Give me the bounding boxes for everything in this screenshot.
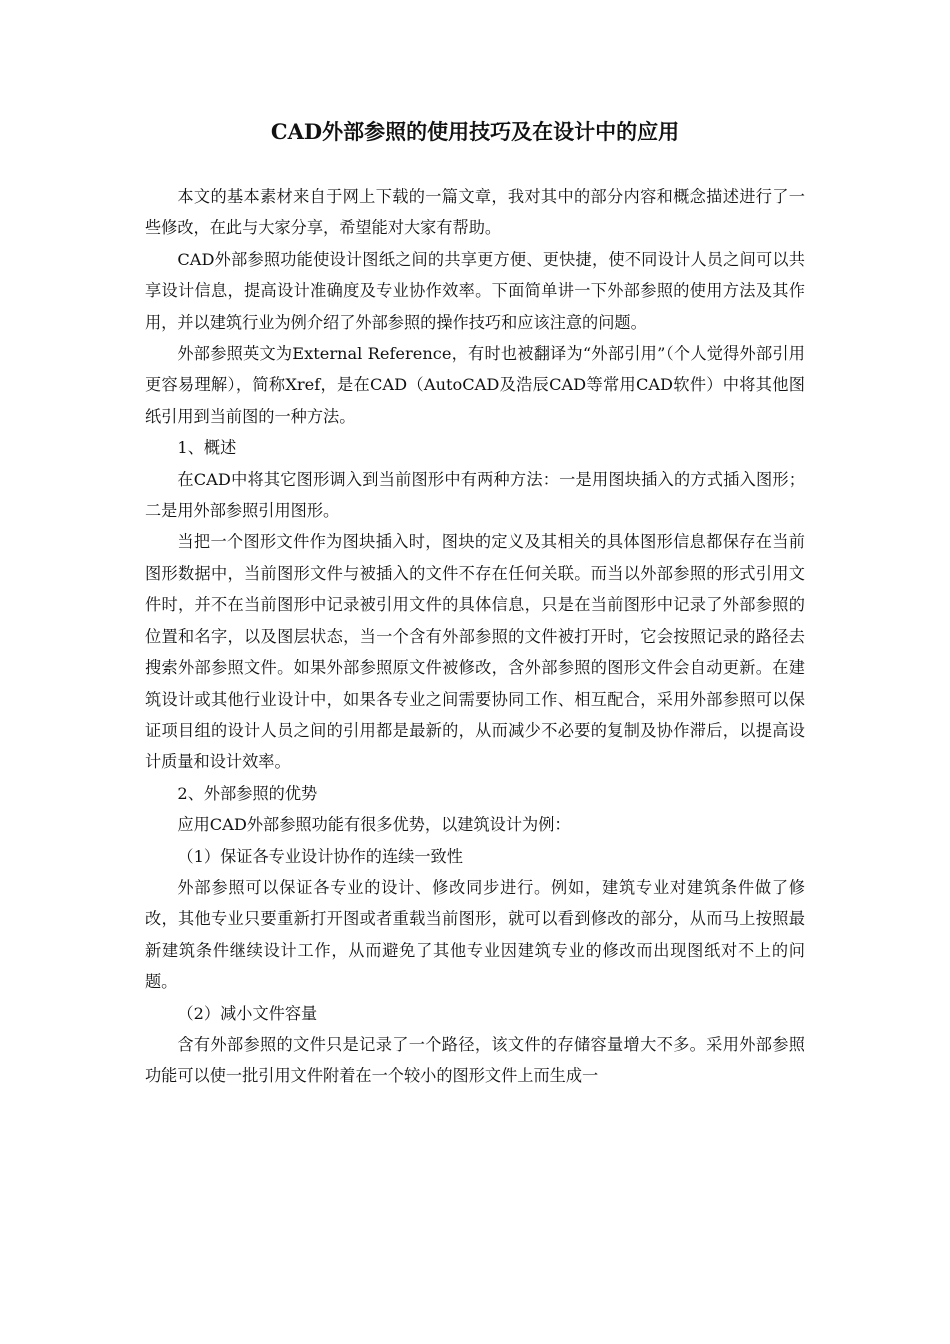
paragraph-file-size: 含有外部参照的文件只是记录了一个路径，该文件的存储容量增大不多。采用外部参照功能可以使一批引用文件附着在一个较小的图形文件上而生成一 bbox=[145, 1034, 805, 1086]
paragraph-block-vs-xref: 当把一个图形文件作为图块插入时，图块的定义及其相关的具体图形信息都保存在当前图形数据中，当前图形文件与被插入的文件不存在任何关联。而当以外部参照的形式引用文件时，并不在当前图形中记录被引用文件的具体信息，只是在当前图形中记录了外部参照的位置和名字，以及图层状态，当一个含有外部参照的文件被打开时，它会按照记录的路径去搜索外部参照文件。如果外部参照原文件被修改，含外部参照的图形文件会自动更新。在建筑设计或其他行业设计中，如果各专业之间需要协同工作、相互配合，采用外部参照可以保证项目组的设计人员之间的引用都是最新的，从而减少不必要的复制及协作滞后，以提高设计质量和设计效率。 bbox=[145, 532, 805, 772]
section-heading-overview: 1、概述 bbox=[177, 438, 237, 458]
paragraph-two-methods: 在CAD中将其它图形调入到当前图形中有两种方法：一是用图块插入的方式插入图形；二是用外部参照引用图形。 bbox=[145, 469, 805, 521]
subheading-file-size: （2）减小文件容量 bbox=[177, 1003, 318, 1023]
paragraph-intro: 本文的基本素材来自于网上下载的一篇文章，我对其中的部分内容和概念描述进行了一些修改，在此与大家分享，希望能对大家有帮助。 bbox=[145, 187, 805, 238]
document-body bbox=[145, 181, 805, 1092]
document-title: CAD外部参照的使用技巧及在设计中的应用 bbox=[270, 119, 680, 144]
paragraph-xref-function: CAD外部参照功能使设计图纸之间的共享更方便、更快捷，使不同设计人员之间可以共享设计信息，提高设计准确度及专业协作效率。下面简单讲一下外部参照的使用方法及其作用，并以建筑行业为例介绍了外部参照的操作技巧和应该注意的问题。 bbox=[145, 249, 805, 332]
paragraph-advantages-intro: 应用CAD外部参照功能有很多优势，以建筑设计为例： bbox=[177, 815, 571, 835]
paragraph-consistency: 外部参照可以保证各专业的设计、修改同步进行。例如，建筑专业对建筑条件做了修改，其他专业只要重新打开图或者重载当前图形，就可以看到修改的部分，从而马上按照最新建筑条件继续设计工作，从而避免了其他专业因建筑专业的修改而出现图纸对不上的问题。 bbox=[145, 877, 805, 992]
section-heading-advantages: 2、外部参照的优势 bbox=[177, 783, 318, 803]
paragraph-xref-definition: 外部参照英文为External Reference，有时也被翻译为“外部引用”（个人觉得外部引用更容易理解），简称Xref，是在CAD（AutoCAD及浩辰CAD等常用CAD软件）中将其他图纸引用到当前图的一种方法。 bbox=[145, 344, 805, 426]
subheading-consistency: （1）保证各专业设计协作的连续一致性 bbox=[177, 846, 463, 866]
